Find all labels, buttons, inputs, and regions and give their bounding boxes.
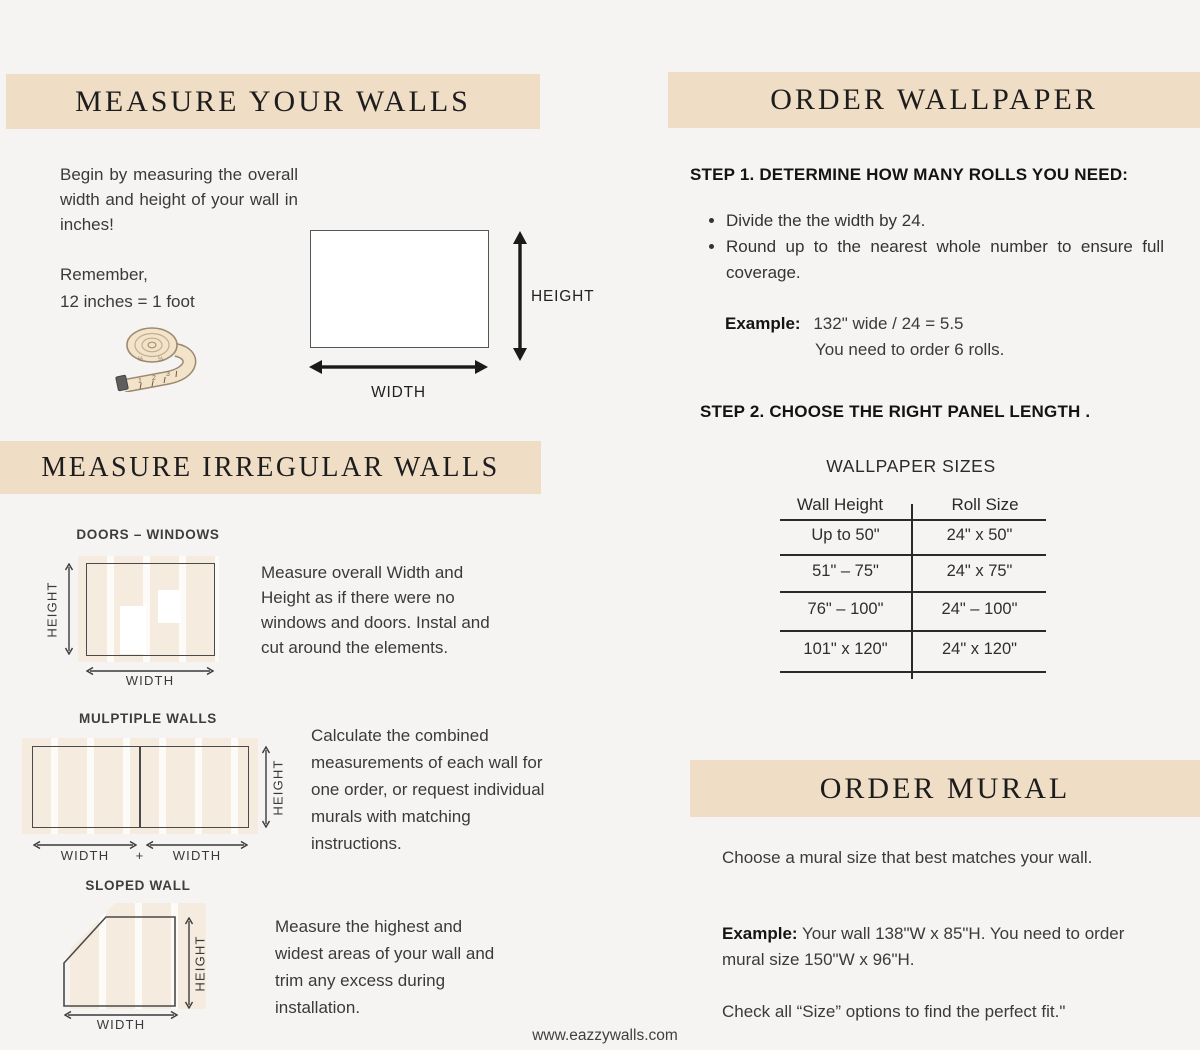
bullet-item: • Round up to the nearest whole number to ensure full coverage. [726, 234, 1164, 286]
section-header-order-wallpaper [668, 72, 1200, 128]
remember-line2: 12 inches = 1 foot [60, 292, 195, 311]
svg-text:½: ½ [138, 357, 144, 363]
tape-measure-icon [110, 320, 202, 392]
width-arrow-icon [309, 356, 488, 378]
table-col-header-wall-height: Wall Height [796, 495, 884, 514]
mural-example-text: Your wall 138"W x 85"H. You need to order mural size 150"W x 96"H. [722, 924, 1125, 969]
table-title: WALLPAPER SIZES [826, 456, 996, 476]
remember-line1: Remember, [60, 265, 148, 284]
measure-walls-title: MEASURE YOUR WALLS [75, 84, 471, 118]
table-cell: 101" x 120" [803, 640, 888, 658]
step1-bullet-list [706, 208, 1164, 286]
table-cell: Up to 50" [811, 526, 880, 544]
doors-windows-text: Measure overall Width and Height as if there were no windows and doors. Instal and cut around the elements. [261, 563, 490, 657]
svg-text:½: ½ [158, 357, 164, 363]
example-label: Example: [725, 314, 801, 333]
svg-text:3: 3 [166, 371, 170, 378]
svg-text:2: 2 [152, 375, 156, 382]
table-cell: 24" x 75" [946, 562, 1013, 580]
section-header-irregular-walls [0, 441, 541, 494]
step2-heading: STEP 2. CHOOSE THE RIGHT PANEL LENGTH . [700, 402, 1091, 421]
doors-height-label: HEIGHT [44, 581, 60, 638]
example-result: You need to order 6 rolls. [815, 340, 1005, 359]
remember-note [60, 261, 298, 315]
mural-example [722, 921, 1159, 973]
multiple-width-label-left: WIDTH [60, 848, 110, 863]
table-rule [780, 630, 1046, 632]
multiple-walls-text: Calculate the combined measurements of each wall for one order, or request individual murals with matching instructions. [311, 726, 545, 853]
bullet-item: • Divide the the width by 24. [726, 208, 1164, 234]
svg-text:1: 1 [138, 378, 142, 385]
order-mural-title: ORDER MURAL [819, 771, 1071, 805]
wall-diagram [310, 230, 489, 348]
mural-size-note: Check all “Size” options to find the perfect fit." [722, 1002, 1066, 1021]
height-label: HEIGHT [531, 288, 595, 305]
table-col-header-roll-size: Roll Size [951, 495, 1019, 514]
table-cell: 24" x 120" [941, 640, 1017, 658]
sloped-wall-label: SLOPED WALL [85, 878, 191, 893]
doors-windows-label: DOORS – WINDOWS [76, 527, 220, 542]
multiple-width-label-right: WIDTH [172, 848, 222, 863]
height-arrow-icon [509, 231, 531, 361]
table-cell: 76" – 100" [807, 600, 884, 618]
sloped-wall-outline [62, 915, 182, 1009]
sloped-wall-text: Measure the highest and widest areas of your wall and trim any excess during installation. [275, 917, 495, 1017]
height-arrow-icon [64, 563, 74, 655]
multiple-height-label: HEIGHT [270, 759, 286, 816]
table-rule [780, 554, 1046, 556]
irregular-walls-title: MEASURE IRREGULAR WALLS [41, 451, 500, 483]
table-rule [780, 671, 1046, 673]
door-shape [120, 606, 146, 654]
height-arrow-icon [261, 746, 271, 828]
section-header-measure-walls [6, 74, 540, 129]
multiple-walls-label: MULPTIPLE WALLS [79, 711, 217, 726]
section-header-order-mural [690, 760, 1200, 817]
table-cell: 24" – 100" [941, 600, 1018, 618]
doors-windows-wall-outline [86, 563, 215, 656]
sloped-width-label: WIDTH [96, 1017, 146, 1032]
table-rule [780, 519, 1046, 521]
example-label: Example: [722, 924, 798, 943]
doors-width-label: WIDTH [125, 673, 175, 688]
plus-sign: + [135, 848, 145, 863]
window-shape [158, 590, 181, 623]
measure-walls-intro: Begin by measuring the overall width and height of your wall in inches! [60, 165, 298, 234]
order-wallpaper-title: ORDER WALLPAPER [770, 83, 1098, 116]
wall-divider-line [139, 746, 141, 828]
website-url: www.eazzywalls.com [532, 1027, 678, 1044]
width-label: WIDTH [371, 384, 426, 401]
table-cell: 24" x 50" [946, 526, 1013, 544]
table-cell: 51" – 75" [812, 562, 879, 580]
step1-heading: STEP 1. DETERMINE HOW MANY ROLLS YOU NEED: [690, 165, 1129, 184]
example-calc: 132" wide / 24 = 5.5 [813, 314, 964, 333]
mural-intro: Choose a mural size that best matches your wall. [722, 848, 1093, 867]
step1-example [725, 311, 1155, 363]
sloped-height-label: HEIGHT [192, 935, 208, 992]
table-rule [780, 591, 1046, 593]
